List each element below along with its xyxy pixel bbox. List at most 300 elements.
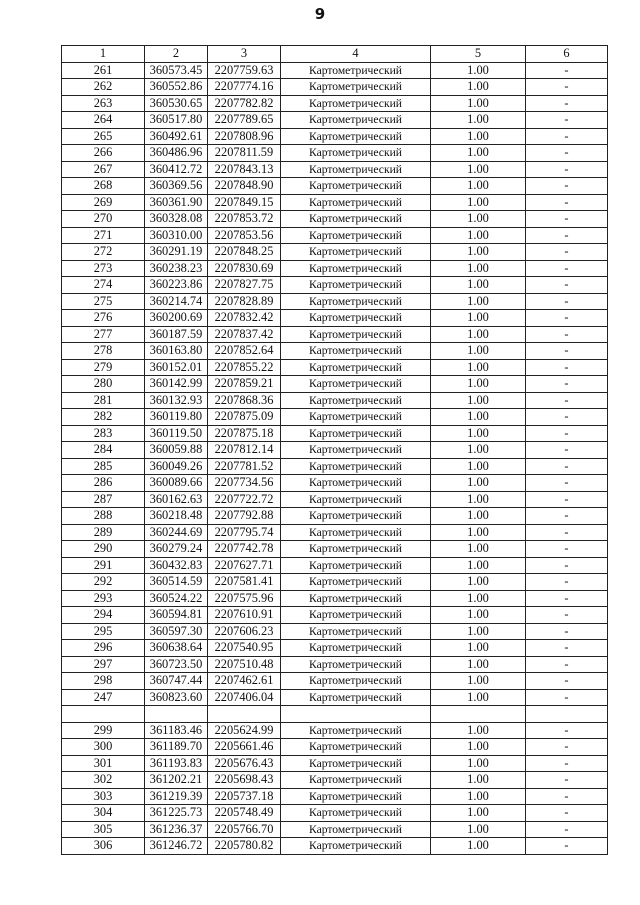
table-row	[62, 755, 608, 772]
note-cell: -	[526, 277, 608, 294]
point-number-cell: 272	[62, 244, 145, 261]
point-number-cell: 270	[62, 211, 145, 228]
accuracy-cell: 1.00	[431, 458, 526, 475]
accuracy-cell: 1.00	[431, 689, 526, 706]
accuracy-cell: 1.00	[431, 310, 526, 327]
accuracy-cell: 1.00	[431, 178, 526, 195]
accuracy-cell: 1.00	[431, 673, 526, 690]
note-cell: -	[526, 491, 608, 508]
method-cell: Картометрический	[281, 359, 431, 376]
y-coordinate-cell: 2207812.14	[208, 442, 281, 459]
note-cell: -	[526, 326, 608, 343]
empty-cell	[431, 706, 526, 723]
note-cell: -	[526, 62, 608, 79]
accuracy-cell: 1.00	[431, 194, 526, 211]
x-coordinate-cell: 360361.90	[145, 194, 208, 211]
table-row	[62, 739, 608, 756]
point-number-cell: 247	[62, 689, 145, 706]
accuracy-cell: 1.00	[431, 772, 526, 789]
y-coordinate-cell: 2205661.46	[208, 739, 281, 756]
table-row	[62, 656, 608, 673]
accuracy-cell: 1.00	[431, 475, 526, 492]
x-coordinate-cell: 360638.64	[145, 640, 208, 657]
x-coordinate-cell: 360432.83	[145, 557, 208, 574]
note-cell: -	[526, 755, 608, 772]
x-coordinate-cell: 361183.46	[145, 722, 208, 739]
method-cell: Картометрический	[281, 541, 431, 558]
note-cell: -	[526, 821, 608, 838]
accuracy-cell: 1.00	[431, 805, 526, 822]
table-row	[62, 79, 608, 96]
point-number-cell: 292	[62, 574, 145, 591]
accuracy-cell: 1.00	[431, 293, 526, 310]
column-header-5: 5	[431, 46, 526, 63]
accuracy-cell: 1.00	[431, 442, 526, 459]
point-number-cell: 268	[62, 178, 145, 195]
x-coordinate-cell: 360597.30	[145, 623, 208, 640]
method-cell: Картометрический	[281, 788, 431, 805]
y-coordinate-cell: 2207853.72	[208, 211, 281, 228]
method-cell: Картометрический	[281, 260, 431, 277]
table-row	[62, 623, 608, 640]
accuracy-cell: 1.00	[431, 409, 526, 426]
note-cell: -	[526, 293, 608, 310]
point-number-cell: 279	[62, 359, 145, 376]
y-coordinate-cell: 2207792.88	[208, 508, 281, 525]
method-cell: Картометрический	[281, 145, 431, 162]
method-cell: Картометрический	[281, 689, 431, 706]
table-row	[62, 392, 608, 409]
column-header-3: 3	[208, 46, 281, 63]
method-cell: Картометрический	[281, 524, 431, 541]
method-cell: Картометрический	[281, 244, 431, 261]
table-row	[62, 376, 608, 393]
x-coordinate-cell: 360119.80	[145, 409, 208, 426]
point-number-cell: 289	[62, 524, 145, 541]
note-cell: -	[526, 260, 608, 277]
point-number-cell: 274	[62, 277, 145, 294]
method-cell: Картометрический	[281, 376, 431, 393]
x-coordinate-cell: 360552.86	[145, 79, 208, 96]
method-cell: Картометрический	[281, 805, 431, 822]
point-number-cell: 261	[62, 62, 145, 79]
x-coordinate-cell: 360310.00	[145, 227, 208, 244]
accuracy-cell: 1.00	[431, 788, 526, 805]
accuracy-cell: 1.00	[431, 656, 526, 673]
point-number-cell: 295	[62, 623, 145, 640]
x-coordinate-cell: 360049.26	[145, 458, 208, 475]
point-number-cell: 298	[62, 673, 145, 690]
y-coordinate-cell: 2207849.15	[208, 194, 281, 211]
x-coordinate-cell: 361219.39	[145, 788, 208, 805]
table-row	[62, 95, 608, 112]
table-row	[62, 409, 608, 426]
table-row	[62, 524, 608, 541]
point-number-cell: 264	[62, 112, 145, 129]
y-coordinate-cell: 2207627.71	[208, 557, 281, 574]
accuracy-cell: 1.00	[431, 392, 526, 409]
accuracy-cell: 1.00	[431, 161, 526, 178]
method-cell: Картометрический	[281, 623, 431, 640]
x-coordinate-cell: 360218.48	[145, 508, 208, 525]
table-row	[62, 227, 608, 244]
x-coordinate-cell: 360723.50	[145, 656, 208, 673]
point-number-cell: 269	[62, 194, 145, 211]
x-coordinate-cell: 361236.37	[145, 821, 208, 838]
x-coordinate-cell: 360132.93	[145, 392, 208, 409]
method-cell: Картометрический	[281, 227, 431, 244]
x-coordinate-cell: 361193.83	[145, 755, 208, 772]
note-cell: -	[526, 211, 608, 228]
point-number-cell: 284	[62, 442, 145, 459]
method-cell: Картометрический	[281, 62, 431, 79]
accuracy-cell: 1.00	[431, 260, 526, 277]
x-coordinate-cell: 360162.63	[145, 491, 208, 508]
table-row	[62, 442, 608, 459]
note-cell: -	[526, 310, 608, 327]
accuracy-cell: 1.00	[431, 838, 526, 855]
x-coordinate-cell: 360142.99	[145, 376, 208, 393]
y-coordinate-cell: 2207575.96	[208, 590, 281, 607]
y-coordinate-cell: 2207843.13	[208, 161, 281, 178]
y-coordinate-cell: 2207759.63	[208, 62, 281, 79]
y-coordinate-cell: 2207848.25	[208, 244, 281, 261]
method-cell: Картометрический	[281, 673, 431, 690]
accuracy-cell: 1.00	[431, 491, 526, 508]
accuracy-cell: 1.00	[431, 244, 526, 261]
x-coordinate-cell: 360238.23	[145, 260, 208, 277]
accuracy-cell: 1.00	[431, 145, 526, 162]
column-header-4: 4	[281, 46, 431, 63]
method-cell: Картометрический	[281, 326, 431, 343]
method-cell: Картометрический	[281, 475, 431, 492]
x-coordinate-cell: 360244.69	[145, 524, 208, 541]
table-row	[62, 211, 608, 228]
point-number-cell: 304	[62, 805, 145, 822]
point-number-cell: 296	[62, 640, 145, 657]
note-cell: -	[526, 640, 608, 657]
table-row	[62, 277, 608, 294]
point-number-cell: 300	[62, 739, 145, 756]
accuracy-cell: 1.00	[431, 557, 526, 574]
accuracy-cell: 1.00	[431, 524, 526, 541]
method-cell: Картометрический	[281, 656, 431, 673]
note-cell: -	[526, 508, 608, 525]
table-row	[62, 689, 608, 706]
note-cell: -	[526, 656, 608, 673]
method-cell: Картометрический	[281, 178, 431, 195]
note-cell: -	[526, 112, 608, 129]
point-number-cell: 265	[62, 128, 145, 145]
point-number-cell: 271	[62, 227, 145, 244]
coordinates-table	[61, 45, 608, 855]
y-coordinate-cell: 2207540.95	[208, 640, 281, 657]
table-row	[62, 491, 608, 508]
accuracy-cell: 1.00	[431, 574, 526, 591]
accuracy-cell: 1.00	[431, 508, 526, 525]
empty-cell	[208, 706, 281, 723]
x-coordinate-cell: 360412.72	[145, 161, 208, 178]
table-row	[62, 425, 608, 442]
table-row	[62, 128, 608, 145]
point-number-cell: 299	[62, 722, 145, 739]
x-coordinate-cell: 360524.22	[145, 590, 208, 607]
note-cell: -	[526, 805, 608, 822]
y-coordinate-cell: 2207462.61	[208, 673, 281, 690]
empty-cell	[62, 706, 145, 723]
y-coordinate-cell: 2207859.21	[208, 376, 281, 393]
method-cell: Картометрический	[281, 640, 431, 657]
method-cell: Картометрический	[281, 772, 431, 789]
y-coordinate-cell: 2207510.48	[208, 656, 281, 673]
accuracy-cell: 1.00	[431, 343, 526, 360]
table-row	[62, 772, 608, 789]
x-coordinate-cell: 360089.66	[145, 475, 208, 492]
point-number-cell: 283	[62, 425, 145, 442]
note-cell: -	[526, 673, 608, 690]
point-number-cell: 288	[62, 508, 145, 525]
method-cell: Картометрический	[281, 821, 431, 838]
y-coordinate-cell: 2207781.52	[208, 458, 281, 475]
y-coordinate-cell: 2207808.96	[208, 128, 281, 145]
accuracy-cell: 1.00	[431, 277, 526, 294]
page-number: 9	[314, 5, 326, 23]
y-coordinate-cell: 2207774.16	[208, 79, 281, 96]
y-coordinate-cell: 2207782.82	[208, 95, 281, 112]
table-row	[62, 326, 608, 343]
y-coordinate-cell: 2207795.74	[208, 524, 281, 541]
x-coordinate-cell: 360823.60	[145, 689, 208, 706]
note-cell: -	[526, 574, 608, 591]
point-number-cell: 290	[62, 541, 145, 558]
note-cell: -	[526, 788, 608, 805]
note-cell: -	[526, 838, 608, 855]
accuracy-cell: 1.00	[431, 359, 526, 376]
y-coordinate-cell: 2205780.82	[208, 838, 281, 855]
accuracy-cell: 1.00	[431, 112, 526, 129]
y-coordinate-cell: 2205624.99	[208, 722, 281, 739]
table-row	[62, 722, 608, 739]
point-number-cell: 302	[62, 772, 145, 789]
note-cell: -	[526, 244, 608, 261]
y-coordinate-cell: 2207875.09	[208, 409, 281, 426]
note-cell: -	[526, 458, 608, 475]
note-cell: -	[526, 128, 608, 145]
table-row	[62, 310, 608, 327]
x-coordinate-cell: 360328.08	[145, 211, 208, 228]
method-cell: Картометрический	[281, 392, 431, 409]
accuracy-cell: 1.00	[431, 755, 526, 772]
empty-cell	[526, 706, 608, 723]
note-cell: -	[526, 227, 608, 244]
method-cell: Картометрический	[281, 590, 431, 607]
method-cell: Картометрический	[281, 557, 431, 574]
x-coordinate-cell: 360059.88	[145, 442, 208, 459]
table-row	[62, 359, 608, 376]
x-coordinate-cell: 360119.50	[145, 425, 208, 442]
note-cell: -	[526, 425, 608, 442]
note-cell: -	[526, 689, 608, 706]
y-coordinate-cell: 2207581.41	[208, 574, 281, 591]
y-coordinate-cell: 2207848.90	[208, 178, 281, 195]
note-cell: -	[526, 590, 608, 607]
x-coordinate-cell: 361246.72	[145, 838, 208, 855]
table-row	[62, 293, 608, 310]
method-cell: Картометрический	[281, 755, 431, 772]
y-coordinate-cell: 2207855.22	[208, 359, 281, 376]
accuracy-cell: 1.00	[431, 623, 526, 640]
y-coordinate-cell: 2207610.91	[208, 607, 281, 624]
method-cell: Картометрический	[281, 574, 431, 591]
accuracy-cell: 1.00	[431, 590, 526, 607]
y-coordinate-cell: 2207406.04	[208, 689, 281, 706]
table-row	[62, 640, 608, 657]
point-number-cell: 305	[62, 821, 145, 838]
column-header-2: 2	[145, 46, 208, 63]
x-coordinate-cell: 360530.65	[145, 95, 208, 112]
table-row	[62, 343, 608, 360]
point-number-cell: 278	[62, 343, 145, 360]
note-cell: -	[526, 607, 608, 624]
accuracy-cell: 1.00	[431, 79, 526, 96]
point-number-cell: 273	[62, 260, 145, 277]
x-coordinate-cell: 360514.59	[145, 574, 208, 591]
note-cell: -	[526, 442, 608, 459]
table-row	[62, 178, 608, 195]
method-cell: Картометрический	[281, 293, 431, 310]
table-row	[62, 607, 608, 624]
accuracy-cell: 1.00	[431, 640, 526, 657]
point-number-cell: 291	[62, 557, 145, 574]
method-cell: Картометрический	[281, 739, 431, 756]
accuracy-cell: 1.00	[431, 62, 526, 79]
table-row	[62, 673, 608, 690]
note-cell: -	[526, 722, 608, 739]
x-coordinate-cell: 360594.81	[145, 607, 208, 624]
point-number-cell: 262	[62, 79, 145, 96]
y-coordinate-cell: 2207868.36	[208, 392, 281, 409]
x-coordinate-cell: 360291.19	[145, 244, 208, 261]
x-coordinate-cell: 360187.59	[145, 326, 208, 343]
note-cell: -	[526, 475, 608, 492]
x-coordinate-cell: 360573.45	[145, 62, 208, 79]
note-cell: -	[526, 145, 608, 162]
method-cell: Картометрический	[281, 277, 431, 294]
point-number-cell: 301	[62, 755, 145, 772]
method-cell: Картометрический	[281, 458, 431, 475]
y-coordinate-cell: 2207875.18	[208, 425, 281, 442]
x-coordinate-cell: 360747.44	[145, 673, 208, 690]
y-coordinate-cell: 2207828.89	[208, 293, 281, 310]
x-coordinate-cell: 360152.01	[145, 359, 208, 376]
y-coordinate-cell: 2207827.75	[208, 277, 281, 294]
point-number-cell: 281	[62, 392, 145, 409]
table-row	[62, 145, 608, 162]
header-row	[62, 46, 608, 63]
column-header-6: 6	[526, 46, 608, 63]
point-number-cell: 287	[62, 491, 145, 508]
y-coordinate-cell: 2207742.78	[208, 541, 281, 558]
method-cell: Картометрический	[281, 79, 431, 96]
table-row	[62, 590, 608, 607]
point-number-cell: 297	[62, 656, 145, 673]
note-cell: -	[526, 376, 608, 393]
method-cell: Картометрический	[281, 95, 431, 112]
point-number-cell: 277	[62, 326, 145, 343]
table-row	[62, 557, 608, 574]
x-coordinate-cell: 360517.80	[145, 112, 208, 129]
method-cell: Картометрический	[281, 128, 431, 145]
x-coordinate-cell: 360369.56	[145, 178, 208, 195]
y-coordinate-cell: 2207852.64	[208, 343, 281, 360]
y-coordinate-cell: 2207811.59	[208, 145, 281, 162]
table-row	[62, 161, 608, 178]
y-coordinate-cell: 2207789.65	[208, 112, 281, 129]
table-row	[62, 788, 608, 805]
x-coordinate-cell: 360163.80	[145, 343, 208, 360]
accuracy-cell: 1.00	[431, 128, 526, 145]
table-row	[62, 112, 608, 129]
x-coordinate-cell: 360492.61	[145, 128, 208, 145]
x-coordinate-cell: 361225.73	[145, 805, 208, 822]
y-coordinate-cell: 2205766.70	[208, 821, 281, 838]
accuracy-cell: 1.00	[431, 211, 526, 228]
y-coordinate-cell: 2207830.69	[208, 260, 281, 277]
accuracy-cell: 1.00	[431, 376, 526, 393]
point-number-cell: 263	[62, 95, 145, 112]
method-cell: Картометрический	[281, 607, 431, 624]
accuracy-cell: 1.00	[431, 722, 526, 739]
note-cell: -	[526, 409, 608, 426]
note-cell: -	[526, 739, 608, 756]
point-number-cell: 293	[62, 590, 145, 607]
table-row	[62, 805, 608, 822]
y-coordinate-cell: 2207832.42	[208, 310, 281, 327]
empty-cell	[145, 706, 208, 723]
accuracy-cell: 1.00	[431, 541, 526, 558]
note-cell: -	[526, 194, 608, 211]
accuracy-cell: 1.00	[431, 607, 526, 624]
y-coordinate-cell: 2207722.72	[208, 491, 281, 508]
x-coordinate-cell: 360214.74	[145, 293, 208, 310]
note-cell: -	[526, 623, 608, 640]
point-number-cell: 286	[62, 475, 145, 492]
note-cell: -	[526, 557, 608, 574]
method-cell: Картометрический	[281, 491, 431, 508]
accuracy-cell: 1.00	[431, 425, 526, 442]
x-coordinate-cell: 361189.70	[145, 739, 208, 756]
table-row	[62, 838, 608, 855]
table-row	[62, 574, 608, 591]
table-row	[62, 541, 608, 558]
note-cell: -	[526, 772, 608, 789]
table-row	[62, 458, 608, 475]
method-cell: Картометрический	[281, 343, 431, 360]
method-cell: Картометрический	[281, 310, 431, 327]
point-number-cell: 282	[62, 409, 145, 426]
note-cell: -	[526, 178, 608, 195]
table-row	[62, 194, 608, 211]
method-cell: Картометрический	[281, 409, 431, 426]
x-coordinate-cell: 360223.86	[145, 277, 208, 294]
accuracy-cell: 1.00	[431, 227, 526, 244]
method-cell: Картометрический	[281, 161, 431, 178]
point-number-cell: 306	[62, 838, 145, 855]
point-number-cell: 267	[62, 161, 145, 178]
x-coordinate-cell: 360486.96	[145, 145, 208, 162]
note-cell: -	[526, 79, 608, 96]
method-cell: Картометрический	[281, 838, 431, 855]
